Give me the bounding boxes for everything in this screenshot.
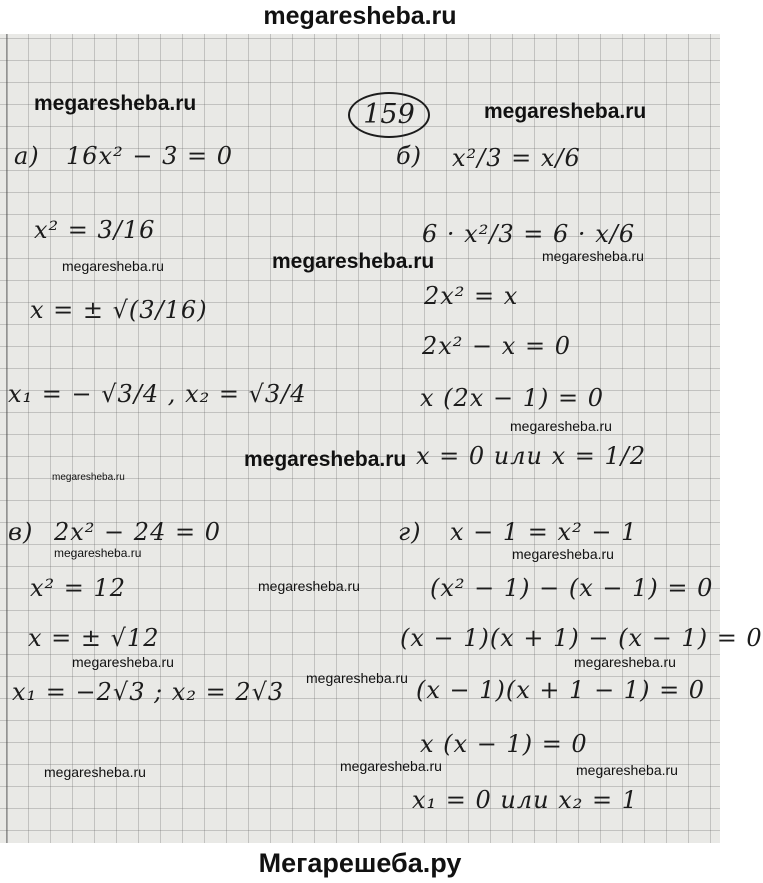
watermark: megaresheba.ru	[484, 100, 647, 123]
part-g-line-1: x − 1 = x² − 1	[450, 518, 638, 546]
part-v-label: в)	[8, 518, 34, 546]
part-g-label: г)	[398, 518, 422, 546]
watermark: megaresheba.ru	[542, 248, 644, 264]
part-g-line-6: x₁ = 0 или x₂ = 1	[412, 786, 639, 814]
part-b-line-6: x = 0 или x = 1/2	[416, 442, 647, 470]
part-g-line-3: (x − 1)(x + 1) − (x − 1) = 0	[400, 624, 763, 652]
margin-line	[6, 34, 8, 843]
watermark: megaresheba.ru	[512, 546, 614, 562]
watermark: megaresheba.ru	[258, 578, 360, 594]
part-g-line-4: (x − 1)(x + 1 − 1) = 0	[416, 676, 706, 704]
part-b-line-1: x²/3 = x/6	[452, 144, 581, 172]
site-header: megaresheba.ru	[0, 0, 720, 34]
part-a-line-2: x² = 3/16	[34, 216, 156, 244]
watermark: megaresheba.ru	[340, 758, 442, 774]
part-g-line-2: (x² − 1) − (x − 1) = 0	[430, 574, 714, 602]
part-a-line-3: x = ± √(3/16)	[30, 296, 208, 324]
part-v-line-2: x² = 12	[30, 574, 127, 602]
watermark: megaresheba.ru	[52, 472, 125, 483]
part-v-line-1: 2x² − 24 = 0	[54, 518, 221, 546]
problem-number: 159	[348, 92, 430, 138]
watermark: megaresheba.ru	[34, 92, 197, 115]
watermark: megaresheba.ru	[272, 250, 435, 273]
watermark: megaresheba.ru	[62, 258, 164, 274]
part-v-line-3: x = ± √12	[28, 624, 160, 652]
watermark: megaresheba.ru	[510, 418, 612, 434]
part-b-line-5: x (2x − 1) = 0	[420, 384, 604, 412]
watermark: megaresheba.ru	[576, 762, 678, 778]
part-b-line-3: 2x² = x	[424, 282, 519, 310]
watermark: megaresheba.ru	[54, 546, 142, 560]
part-a-line-4: x₁ = − √3/4 , x₂ = √3/4	[8, 380, 307, 408]
part-b-line-4: 2x² − x = 0	[422, 332, 571, 360]
site-footer: Мегарешеба.ру	[0, 843, 720, 883]
part-b-line-2: 6 · x²/3 = 6 · x/6	[422, 220, 636, 248]
part-a-label: а)	[14, 142, 40, 170]
watermark: megaresheba.ru	[306, 670, 408, 686]
watermark: megaresheba.ru	[574, 654, 676, 670]
watermark: megaresheba.ru	[44, 764, 146, 780]
part-g-line-5: x (x − 1) = 0	[420, 730, 588, 758]
part-a-line-1: 16x² − 3 = 0	[66, 142, 233, 170]
watermark: megaresheba.ru	[72, 654, 174, 670]
part-v-line-4: x₁ = −2√3 ; x₂ = 2√3	[12, 678, 285, 706]
watermark: megaresheba.ru	[244, 448, 407, 471]
notebook-page	[0, 34, 763, 843]
part-b-label: б)	[396, 142, 423, 170]
